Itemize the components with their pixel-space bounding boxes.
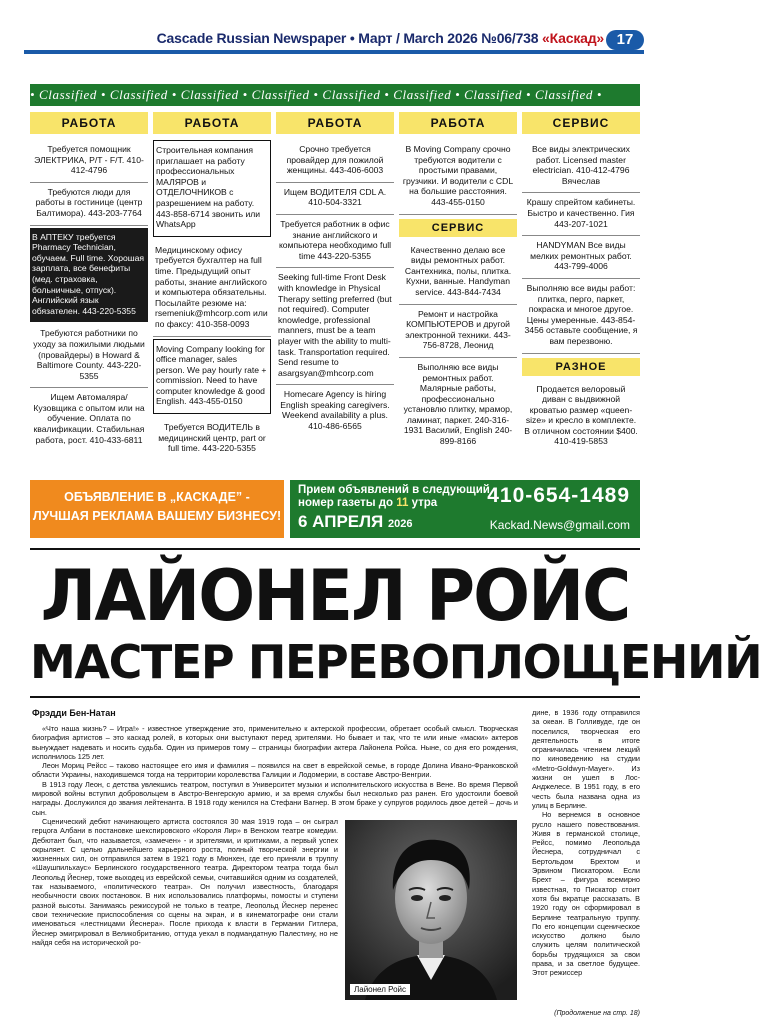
column-heading: РАБОТА <box>153 112 271 134</box>
column-heading: СЕРВИС <box>522 112 640 134</box>
article-side-column <box>532 708 640 978</box>
page-number: 17 <box>606 30 644 50</box>
title-rule-bottom <box>30 696 640 698</box>
column-heading: РАБОТА <box>399 112 517 134</box>
classified-ad: Крашу спрейтом кабинеты. Быстро и качественно. Гия 443-207-1021 <box>522 193 640 236</box>
classified-ad: Продается велоровый диван с выдвижной кроватью размер «queen-size» и кресло в комплекте. В отличном состоянии $400. 410-419-5853 <box>524 383 638 447</box>
classified-ad: В Moving Company срочно требуются водители с простыми правами, грузчики. И водители с CDL на большие расстояния. 443-455-0150 <box>399 140 517 215</box>
classified-ad: Срочно требуется провайдер для пожилой женщины. 443-406-6003 <box>276 140 394 183</box>
classified-ad: Ищем ВОДИТЕЛЯ CDL A. 410-504-3321 <box>276 183 394 215</box>
classified-ad: Выполняю все виды ремонтных работ. Малярные работы, профессионально установлю плитку, мрамор, ламинат, паркет. 240-316-1931 Василий, English 240-899-8166 <box>403 361 513 447</box>
photo-caption: Лайонел Ройс <box>350 984 410 995</box>
promo-banner <box>30 480 284 538</box>
classified-ad: Требуется ВОДИТЕЛЬ в медицинский центр, part or full time. 443-220-5355 <box>158 422 266 454</box>
column-work-service <box>399 112 517 472</box>
column-heading: РАБОТА <box>276 112 394 134</box>
contact-email: Kackad.News@gmail.com <box>489 518 630 532</box>
portrait-illustration <box>345 820 517 1000</box>
newspaper-title: Cascade Russian Newspaper • Март / March 2026 №06/738 «Каскад» <box>156 30 604 46</box>
classified-ad: Moving Company looking for office manager, sales person. We pay hourly rate + commission. Need to have computer knowledge & good English. 443-455-0150 <box>153 339 271 415</box>
contact-phone: 410-654-1489 <box>487 484 630 507</box>
header-rule <box>24 50 644 54</box>
classified-ad: Ищем Автомаляра/Кузовщика с опытом или на обучение. Оплата по квалификации. Стабильная работа, рост. 410-433-6811 <box>33 392 145 445</box>
continuation-note: (Продолжение на стр. 18) <box>554 1010 640 1017</box>
classified-ad: Все виды электрических работ. Licensed master electrician. 410-412-4796 Вячеслав <box>522 140 640 193</box>
headline-sub: МАСТЕР ПЕРЕВОПЛОЩЕНИЙ <box>30 635 761 689</box>
promo-line: ЛУЧШАЯ РЕКЛАМА ВАШЕМУ БИЗНЕСУ! <box>32 509 282 523</box>
title-rule-top <box>30 548 640 550</box>
deadline-text: Прием объявлений в следующий номер газеты до 11 утра <box>298 484 490 509</box>
column-work-2 <box>153 112 271 472</box>
column-heading: РАБОТА <box>30 112 148 134</box>
article-paragraph: Леон Мориц Рейсс – таково настоящее его имя и фамилия – появился на свет в еврейской семье, в городе Долина Ивано-Франковской области Украины, находившемся тогда на территории королевства Галиции и Лодомерии, в составе Австро-Венгрии. <box>32 761 518 780</box>
article-paragraph: Но вернемся в основное русло нашего повествования. Живя в германской столице, Рейсс, помимо Леопольда Йеснера, сотрудничал с Бертольдом Брехтом и Эрвином Пискатором. Если Брехт – фигура всемирно известная, то Пискатор стоит хотя бы вкратце рассказать. В 1920 году он сформировал в Берлине театральную труппу. По его концепции сценическое искусство должно было служить целям политической борьбы трудящихся за свои права, и за светлое будущее. Этот режиссер <box>532 810 640 978</box>
classified-bar: • Classified • Classified • Classified • Classified • Classified • Classified • Classified • Classified • <box>30 84 640 106</box>
deadline-date: 6 АПРЕЛЯ 2026 <box>298 512 413 531</box>
classified-ad: Требуются люди для работы в гостинице (центр Балтимора). 443-203-7764 <box>30 183 148 226</box>
classified-ad: Строительная компания приглашает на работу профессиональных МАЛЯРОВ и ОТДЕЛОЧНИКОВ с разрешением на работу. 443-858-6714 звонить или WhatsApp <box>153 140 271 237</box>
classified-ad: В АПТЕКУ требуется Pharmacy Technician, обучаем. Full time. Хорошая зарплата, все бенефиты (мед. страховка, больничные, отпуск). Английский язык обязателен. 443-220-5355 <box>30 228 148 323</box>
classified-ad: Требуется помощник ЭЛЕКТРИКА, P/T - F/T. 410-412-4796 <box>30 140 148 183</box>
column-work-3 <box>276 112 394 472</box>
classified-columns <box>30 112 640 472</box>
classified-ad: Качественно делаю все виды ремонтных работ. Сантехника, полы, плитка. Кухни, ванные. Handyman service. 443-844-7434 <box>399 241 517 305</box>
portrait-photo <box>345 820 517 1000</box>
promo-line: ОБЪЯВЛЕНИЕ В „КАСКАДЕ” - <box>64 490 250 504</box>
classified-ad: Ремонт и настройка КОМПЬЮТЕРОВ и другой электронной техники. 443-756-8728, Леонид <box>399 305 517 358</box>
article-paragraph: Сценический дебют начинающего артиста состоялся 30 мая 1919 года – он сыграл герцога Албани в постановке шекспировского «Короля Лир» в Венском театре комедии. Дебютант был, что называется, «замечен» - и зрителями, и критиками, а первый успех окрыляет. С целью дальнейшего карьерного роста, полный творческой энергии и жизненных сил, он отправился затем в 1921 году в Мюнхен, где его приняли в труппу «Шаушпильхаус» Берлинского государственного театра. Директором театра тогда был Леопольд Йеснер, тоже выходец из еврейской семьи, считавшийся одним из создателей, так называемого, «политического театра». Он получил известность, благодаря необычности своих постановок. В них использовались платформы, помосты и ступени разной высоты. Занимаясь режиссурой не только в театре, Леопольд Йеснер перенес свои технические приспособления со сцены на экран, и в кинематографе они стали именоваться «лестницами Йеснера». После прихода к власти в Германии Гитлера, Йеснер эмигрировал в Великобританию, оттуда уехал в подмандатную Палестину, но не найдя себя на исторической ро- <box>32 816 338 947</box>
column-subheading: СЕРВИС <box>399 219 517 237</box>
article-paragraph: В 1913 году Леон, с детства увлекшись театром, поступил в Университет музыки и исполнительского искусства в Вене. Во время Первой мировой войны вступил добровольцем в Австро-Венгерскую армию, и за время службы был несколько раз ранен. Его удостоили боевой награды. Дослужился до звания лейтенанта. В 1918 году женился на Стефани Вагнер. В этом браке у супругов родилось двое детей – дочь и сын. <box>32 779 518 817</box>
classified-ad: HANDYMAN Все виды мелких ремонтных работ. 443-799-4006 <box>522 236 640 279</box>
article-paragraph: «Что наша жизнь? – Игра!» - известное утверждение это, применительно к актерской профессии, обретает особый смысл. Творческая биография артистов – это каскад ролей, в которых они выступают перед зрителями. Но бывает и так, что те или иные «маски» актеров вынуждает надевать и носить судьба. Один из примеров тому – страницы биографии актера Лайонела Ройса. Ныне, со дня его рождения, исполнилось 125 лет. <box>32 724 518 761</box>
deadline-banner <box>290 480 640 538</box>
classified-ad: Выполняю все виды работ: плитка, перго, паркет, покраска и многое другое. Цены умеренные. 443-854-3456 оставьте сообщение, я вам перезвоню. <box>522 279 640 354</box>
column-service-misc <box>522 112 640 472</box>
headline-main: ЛАЙОНЕЛ РОЙС <box>40 555 630 637</box>
classified-ad: Seeking full-time Front Desk with knowledge in Physical Therapy setting preferred (but not required). Computer knowledge, professional manners, must be a team player with the ability to multi-task. Transportation required. Send resume to asargsyan@mhcorp.com <box>276 268 394 385</box>
column-subheading: РАЗНОЕ <box>522 358 640 376</box>
column-work-1 <box>30 112 148 472</box>
article-paragraph: дине, в 1936 году отправился за океан. В Голливуде, где он поселился, творческая его деятельность в итоге ограничилась чтением лекций по киноведению на студии «Metro-Goldwyn-Mayer». Из жизни он ушел в Лос-Анджелесе. В 1951 году, в его честь была названа одна из улиц в Берлине. <box>532 708 640 810</box>
page-header <box>0 28 672 52</box>
article-byline: Фрэдди Бен-Натан <box>32 708 116 718</box>
classified-ad: Требуются работники по уходу за пожилыми людьми (провайдеры) в Howard & Baltimore County. 443-220-5355 <box>30 324 148 388</box>
classified-ad: Требуется работник в офис знание английского и компьютера необходимо full time 443-220-5355 <box>276 215 394 268</box>
classified-ad: Медицинскому офису требуется бухгалтер на full time. Предыдущий опыт работы, знание английского и компьютера обязательны. Посылайте резюме на: rsemeniuk@mhcorp.com или по факсу: 410-358-0093 <box>153 241 271 337</box>
classified-ad: Homecare Agency is hiring English speaking caregivers. Weekend availability a plus. 410-486-6565 <box>280 389 390 432</box>
